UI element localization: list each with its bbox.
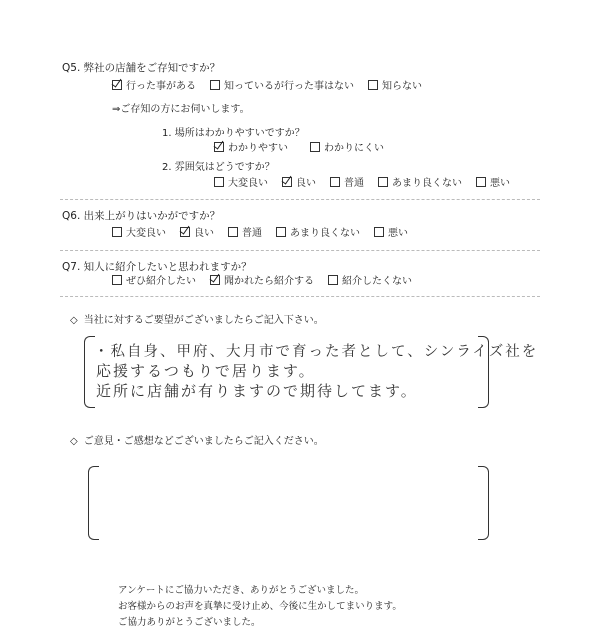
footer-line: アンケートにご協力いただき、ありがとうございました。	[118, 585, 365, 596]
q7-option-no[interactable]: 紹介したくない	[328, 272, 412, 287]
q5-options	[112, 77, 422, 92]
checkbox-icon[interactable]	[112, 275, 122, 285]
q5-sub1-option-hard[interactable]: わかりにくい	[310, 139, 384, 154]
checked-checkbox-icon[interactable]	[214, 142, 224, 152]
checkbox-icon[interactable]	[330, 177, 340, 187]
diamond-icon: ◇	[70, 315, 78, 326]
checkbox-icon[interactable]	[214, 177, 224, 187]
q5-sub1-option-easy[interactable]: わかりやすい	[214, 139, 288, 154]
checkbox-icon[interactable]	[328, 275, 338, 285]
q5-option-known-not-visited[interactable]: 知っているが行った事はない	[210, 77, 354, 92]
footer-line: ご協力ありがとうございました。	[118, 617, 261, 628]
checkbox-icon[interactable]	[378, 177, 388, 187]
checked-checkbox-icon[interactable]	[282, 177, 292, 187]
footer-line: お客様からのお声を真摯に受け止め、今後に生かしてまいります。	[118, 601, 402, 612]
footer-message	[118, 583, 402, 631]
checkbox-icon[interactable]	[374, 227, 384, 237]
feedback-bracket-right	[478, 466, 489, 540]
q7-title: Q7. 知人に紹介したいと思われますか？	[62, 261, 252, 273]
q5-sub2-option-bad[interactable]: 悪い	[476, 174, 510, 189]
q7-option-definitely[interactable]: ぜひ紹介したい	[112, 272, 196, 287]
feedback-bracket-left	[88, 466, 99, 540]
q6-option-not-so-good[interactable]: あまり良くない	[276, 224, 360, 239]
q5-sub2-options	[214, 174, 510, 189]
q5-sub1-options	[214, 139, 384, 154]
checkbox-icon[interactable]	[276, 227, 286, 237]
request-answer-line-1: ・私自身、甲府、大月市で育った者として、シンライズ社を	[94, 344, 539, 360]
request-heading	[70, 311, 324, 326]
divider	[60, 199, 540, 200]
q5-note: ⇒ご存知の方にお伺いします。	[112, 104, 250, 115]
checkbox-icon[interactable]	[368, 80, 378, 90]
request-title: 当社に対するご要望がございましたらご記入下さい。	[83, 315, 324, 326]
feedback-heading	[70, 432, 324, 447]
q5-sub2-option-normal[interactable]: 普通	[330, 174, 364, 189]
q6-option-good[interactable]: 良い	[180, 224, 214, 239]
divider	[60, 296, 540, 297]
diamond-icon: ◇	[70, 436, 78, 447]
q6-option-bad[interactable]: 悪い	[374, 224, 408, 239]
divider	[60, 250, 540, 251]
q6-title: Q6. 出来上がりはいかがですか？	[62, 210, 221, 222]
q5-sub2-option-good[interactable]: 良い	[282, 174, 316, 189]
q5-sub2-title: 2. 雰囲気はどうですか？	[162, 162, 275, 173]
q7-option-if-asked[interactable]: 聞かれたら紹介する	[210, 272, 314, 287]
checkbox-icon[interactable]	[112, 227, 122, 237]
checkbox-icon[interactable]	[310, 142, 320, 152]
q7-options	[112, 272, 412, 287]
checkbox-icon[interactable]	[476, 177, 486, 187]
checked-checkbox-icon[interactable]	[210, 275, 220, 285]
checkbox-icon[interactable]	[228, 227, 238, 237]
q6-options	[112, 224, 408, 239]
q5-sub2-option-not-so-good[interactable]: あまり良くない	[378, 174, 462, 189]
q6-option-normal[interactable]: 普通	[228, 224, 262, 239]
request-answer-line-2: 応援するつもりで居ります。	[96, 362, 316, 380]
checkbox-icon[interactable]	[210, 80, 220, 90]
q5-sub2-option-very-good[interactable]: 大変良い	[214, 174, 268, 189]
q5-option-visited[interactable]: 行った事がある	[112, 77, 196, 92]
q6-option-very-good[interactable]: 大変良い	[112, 224, 166, 239]
feedback-title: ご意見・ご感想などございましたらご記入ください。	[83, 436, 324, 447]
q5-option-unknown[interactable]: 知らない	[368, 77, 422, 92]
q5-sub1-title: 1. 場所はわかりやすいですか？	[162, 128, 305, 139]
request-answer-line-3: 近所に店舗が有りますので期待してます。	[96, 382, 418, 400]
q5-title: Q5. 弊社の店舗をご存知ですか？	[62, 62, 221, 74]
checked-checkbox-icon[interactable]	[180, 227, 190, 237]
checked-checkbox-icon[interactable]	[112, 80, 122, 90]
